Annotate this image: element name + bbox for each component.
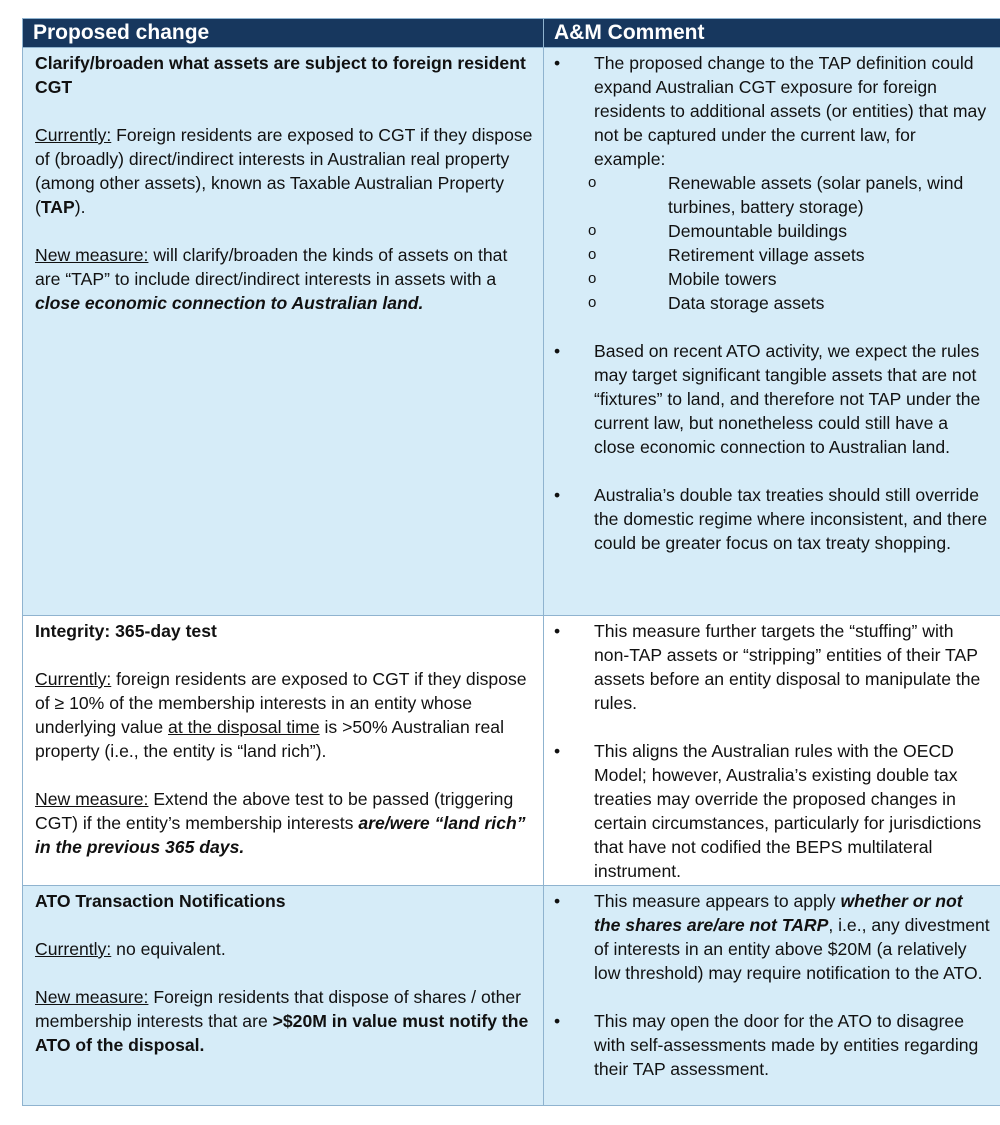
sub-bullet-icon: o [588, 246, 597, 263]
currently-label: Currently: [35, 939, 112, 959]
proposed-change-cell [23, 886, 544, 1106]
proposed-change-cell [23, 48, 544, 616]
comment-bullet [552, 619, 991, 715]
new-measure-label: New measure: [35, 245, 149, 265]
bullet-icon: • [554, 485, 561, 505]
currently-underline: at the disposal time [168, 717, 320, 737]
proposed-change-cell [23, 616, 544, 886]
bullet-text: The proposed change to the TAP definition could expand Australian CGT exposure for foreign residents to additional assets (or entities) that may not be captured under the current law, for example: [594, 53, 987, 169]
sub-bullet-text: Retirement village assets [668, 245, 865, 265]
bullet-text: This aligns the Australian rules with the OECD Model; however, Australia’s existing double tax treaties may override the proposed changes in certain circumstances, particularly for jurisdictions that have not codified the BEPS multilateral instrument. [594, 741, 982, 881]
row-title: Clarify/broaden what assets are subject to foreign resident CGT [35, 53, 526, 97]
bullet-emphasis: whether or not the shares are/are not TARP [594, 891, 963, 935]
bullet-text-end: , i.e., any divestment of interests in an entity above $20M (a relatively low threshold) may require notification to the ATO. [594, 915, 990, 983]
currently-text-end: is >50% Australian real property (i.e., the entity is “land rich”). [35, 717, 504, 761]
bullet-text: Based on recent ATO activity, we expect the rules may target significant tangible assets that are not “fixtures” to land, and therefore not TAP under the current law, but nonetheless could still have a close economic connection to Australian land. [594, 341, 981, 457]
sub-bullet-text: Renewable assets (solar panels, wind turbines, battery storage) [668, 173, 964, 217]
comment-bullet [552, 1009, 991, 1081]
header-comment: A&M Comment [544, 19, 1000, 48]
comment-bullet [552, 739, 991, 883]
header-row [23, 19, 1000, 48]
currently-text: Foreign residents are exposed to CGT if they dispose of (broadly) direct/indirect interests in Australian real property (among other assets), known as Taxable Australian Property ( [35, 125, 533, 217]
new-measure-text: Foreign residents that dispose of shares / other membership interests that are [35, 987, 522, 1031]
bullet-text: Australia’s double tax treaties should still override the domestic regime where inconsistent, and there could be greater focus on tax treaty shopping. [594, 485, 988, 553]
table-row [23, 616, 1000, 886]
sub-bullet-icon: o [588, 222, 597, 239]
new-measure-label: New measure: [35, 789, 149, 809]
sub-bullet-item [588, 243, 991, 267]
table-row [23, 886, 1000, 1106]
comment-bullet [552, 51, 991, 171]
new-measure-paragraph [35, 985, 533, 1057]
bullet-icon: • [554, 1011, 561, 1031]
bullet-icon: • [554, 621, 561, 641]
sub-bullet-text: Mobile towers [668, 269, 777, 289]
comment-cell [544, 48, 1000, 616]
currently-label: Currently: [35, 125, 112, 145]
comment-bullet [552, 483, 991, 555]
currently-text-end: ). [74, 197, 86, 217]
new-measure-text: will clarify/broaden the kinds of assets on that are “TAP” to include direct/indirect interests in assets with a [35, 245, 508, 289]
sub-bullet-icon: o [588, 294, 597, 311]
comment-bullet [552, 339, 991, 459]
sub-bullet-text: Data storage assets [668, 293, 825, 313]
new-measure-emphasis: close economic connection to Australian land. [35, 293, 424, 313]
sub-bullet-icon: o [588, 174, 597, 191]
table-row [23, 48, 1000, 616]
bullet-icon: • [554, 891, 561, 911]
new-measure-text: Extend the above test to be passed (triggering CGT) if the entity’s membership interests [35, 789, 514, 833]
sub-bullet-text: Demountable buildings [668, 221, 847, 241]
sub-bullet-item [588, 291, 991, 315]
currently-bold: TAP [40, 197, 75, 217]
bullet-icon: • [554, 341, 561, 361]
new-measure-label: New measure: [35, 987, 149, 1007]
currently-paragraph [35, 123, 533, 219]
comment-bullet [552, 889, 991, 985]
new-measure-emphasis: >$20M in value must notify the ATO of the disposal. [35, 1011, 529, 1055]
bullet-text: This may open the door for the ATO to disagree with self-assessments made by entities regarding their TAP assessment. [594, 1011, 979, 1079]
new-measure-paragraph [35, 243, 533, 315]
sub-bullet-item [588, 219, 991, 243]
new-measure-paragraph [35, 787, 533, 859]
sub-bullet-item [588, 267, 991, 291]
currently-label: Currently: [35, 669, 112, 689]
comparison-table [22, 18, 1000, 1106]
currently-paragraph [35, 667, 533, 763]
new-measure-emphasis: are/were “land rich” in the previous 365 days. [35, 813, 526, 857]
currently-text: foreign residents are exposed to CGT if they dispose of ≥ 10% of the membership interests in an entity whose underlying value [35, 669, 527, 737]
currently-paragraph [35, 937, 533, 961]
bullet-text: This measure further targets the “stuffing” with non-TAP assets or “stripping” entities of their TAP assets before an entity disposal to manipulate the rules. [594, 621, 981, 713]
comment-cell [544, 616, 1000, 886]
row-title: Integrity: 365-day test [35, 621, 217, 641]
currently-text: no equivalent. [111, 939, 226, 959]
sub-bullet-item [588, 171, 991, 219]
comment-cell [544, 886, 1000, 1106]
row-title: ATO Transaction Notifications [35, 891, 286, 911]
bullet-text [594, 889, 991, 985]
sub-bullet-icon: o [588, 270, 597, 287]
bullet-text-start: This measure appears to apply [594, 891, 841, 911]
header-proposed-change: Proposed change [23, 19, 544, 48]
bullet-icon: • [554, 53, 561, 73]
bullet-icon: • [554, 741, 561, 761]
